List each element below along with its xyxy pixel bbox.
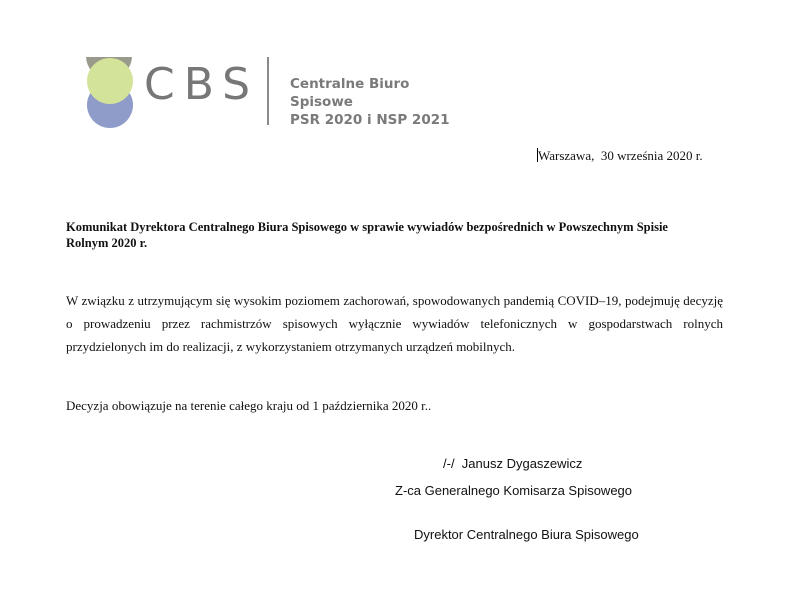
logo-subtitle-line1: Centralne Biuro Spisowe bbox=[290, 76, 410, 110]
logo-subtitle-line2: PSR 2020 i NSP 2021 bbox=[290, 112, 450, 128]
letter-paragraph-2: Decyzja obowiązuje na terenie całego kraju od 1 października 2020 r.. bbox=[66, 398, 432, 413]
place-date[interactable] bbox=[537, 148, 703, 164]
logo-subtitle bbox=[290, 75, 466, 129]
logo-wordmark: CBS bbox=[144, 59, 260, 110]
logo-divider bbox=[267, 57, 269, 125]
place-date-text: Warszawa, 30 września 2020 r. bbox=[538, 148, 703, 163]
logo-green-circle bbox=[87, 58, 133, 104]
cbs-logo bbox=[86, 57, 466, 129]
signature-role-1: Z-ca Generalnego Komisarza Spisowego bbox=[395, 483, 633, 498]
letter-paragraph-1: W związku z utrzymującym się wysokim poziomem zachorowań, spowodowanych pandemią COVID–19, podejmuję decyzję o prowadzeniu przez rachmistrzów spisowych wyłącznie wywiadów telefonicznych w gospodarstwach rolnych przydzielonych im do realizacji, z wykorzystaniem otrzymanych urządzeń mobilnych. bbox=[66, 293, 723, 354]
letter-subject: Komunikat Dyrektora Centralnego Biura Spisowego w sprawie wywiadów bezpośrednich w Powszechnym Spisie Rolnym 2020 r. bbox=[66, 220, 668, 250]
signature-role-2: Dyrektor Centralnego Biura Spisowego bbox=[414, 527, 639, 542]
signature-name: /-/ Janusz Dygaszewicz bbox=[443, 456, 583, 471]
